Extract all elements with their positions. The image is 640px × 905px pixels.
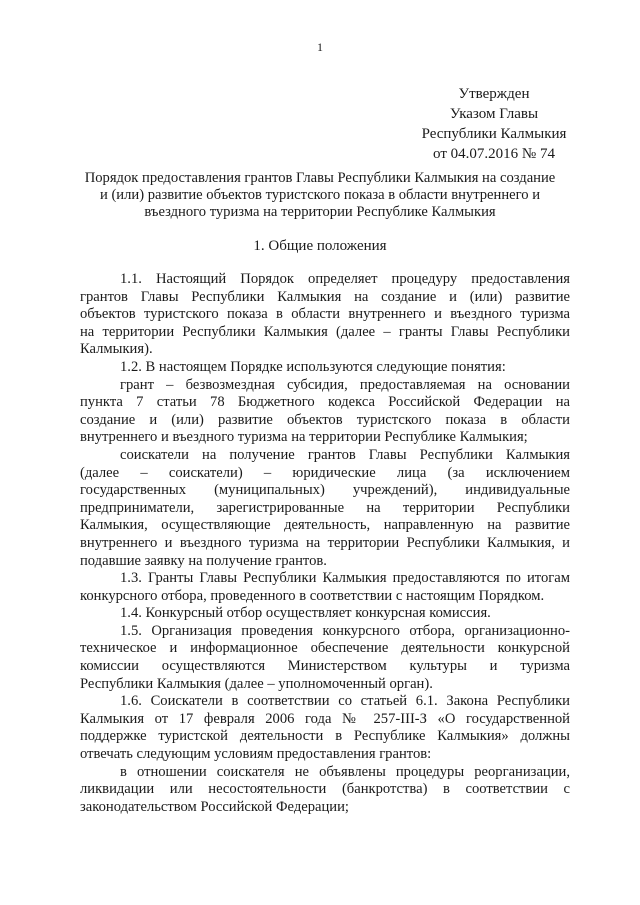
- paragraph: [80, 377, 570, 447]
- paragraph-line: 1.3. Гранты Главы Республики Калмыкия предоставляются по итогам: [120, 570, 570, 587]
- paragraph-line: (далее – соискатели) – юридические лица (за исключением: [80, 464, 570, 481]
- paragraph-line: Калмыкия от 17 февраля 2006 года № 257-III-З «О государственной: [80, 710, 570, 727]
- paragraph-line: поддержке туристской деятельности в Республике Калмыкия» должны: [80, 728, 570, 745]
- paragraph-line: 1.2. В настоящем Порядке используются следующие понятия:: [120, 358, 506, 375]
- paragraph-line: объектов туристского показа в области внутреннего и въездного туризма: [80, 306, 570, 323]
- title-line: Порядок предоставления грантов Главы Республики Калмыкия на создание: [84, 170, 556, 186]
- paragraph-line: законодательством Российской Федерации;: [80, 798, 349, 815]
- paragraph-line: в отношении соискателя не объявлены процедуры реорганизации,: [120, 763, 570, 780]
- paragraph: [80, 693, 570, 763]
- paragraph: [80, 447, 570, 570]
- paragraph-line: на территории Республики Калмыкия (далее – гранты Главы Республики: [80, 323, 570, 340]
- approval-line: Указом Главы: [449, 106, 539, 122]
- paragraph-line: грант – безвозмездная субсидия, предоставляемая на основании: [120, 376, 570, 393]
- paragraph-line: создание и (или) развитие объектов туристского показа в области: [80, 411, 570, 428]
- page-number: 1: [317, 40, 323, 54]
- paragraph-line: Республики Калмыкия (далее – уполномоченный орган).: [80, 675, 433, 692]
- approval-line: от 04.07.2016 № 74: [433, 146, 555, 162]
- paragraph-line: 1.4. Конкурсный отбор осуществляет конкурсная комиссия.: [120, 605, 491, 622]
- paragraph-line: пункта 7 статьи 78 Бюджетного кодекса Российской Федерации на: [80, 394, 570, 411]
- paragraph: [80, 271, 570, 359]
- paragraph-line: 1.6. Соискатели в соответствии со статьей 6.1. Закона Республики: [120, 693, 570, 710]
- document-body: [80, 271, 570, 816]
- paragraph-line: отвечать следующим условиям предоставления грантов:: [80, 746, 432, 763]
- paragraph-line: внутреннего и въездного туризма на территории Республике Калмыкия;: [80, 429, 528, 446]
- paragraph-line: Калмыкия, осуществляющие деятельность, направленную на развитие: [80, 517, 570, 534]
- paragraph: [80, 764, 570, 817]
- paragraph-line: подавшие заявку на получение грантов.: [80, 552, 327, 569]
- paragraph-line: государственных (муниципальных) учреждений), индивидуальные: [80, 482, 570, 499]
- paragraph-line: предприниматели, зарегистрированные на территории Республики: [80, 499, 570, 516]
- title-line: и (или) развитие объектов туристского показа в области внутреннего и: [99, 187, 540, 203]
- paragraph-line: комиссии осуществляются Министерством культуры и туризма: [80, 658, 570, 675]
- paragraph-line: конкурсного отбора, проведенного в соответствии с настоящим Порядком.: [80, 587, 545, 604]
- paragraph: [80, 359, 570, 377]
- paragraph-line: Калмыкия).: [80, 341, 153, 358]
- title-line: въездного туризма на территории Республике Калмыкия: [144, 204, 496, 220]
- paragraph-line: 1.1. Настоящий Порядок определяет процедуру предоставления: [120, 271, 570, 287]
- paragraph: [80, 570, 570, 605]
- paragraph-line: грантов Главы Республики Калмыкия на создание и (или) развитие: [80, 288, 570, 305]
- approval-line: Республики Калмыкия: [421, 126, 567, 142]
- paragraph-line: ликвидации или несостоятельности (банкротства) в соответствии с: [80, 781, 570, 798]
- paragraph-line: внутреннего и въездного туризма на территории Республики Калмыкия, и: [80, 534, 570, 551]
- paragraph-line: соискатели на получение грантов Главы Республики Калмыкия: [120, 446, 570, 463]
- approval-line: Утвержден: [458, 86, 530, 102]
- section-heading: 1. Общие положения: [253, 238, 387, 254]
- paragraph: [80, 605, 570, 623]
- paragraph: [80, 623, 570, 693]
- paragraph-line: 1.5. Организация проведения конкурсного отбора, организационно-: [120, 622, 570, 639]
- document-title: [70, 170, 570, 221]
- approval-block: [394, 84, 594, 164]
- paragraph-line: техническое и информационное обеспечение деятельности конкурсной: [80, 640, 570, 657]
